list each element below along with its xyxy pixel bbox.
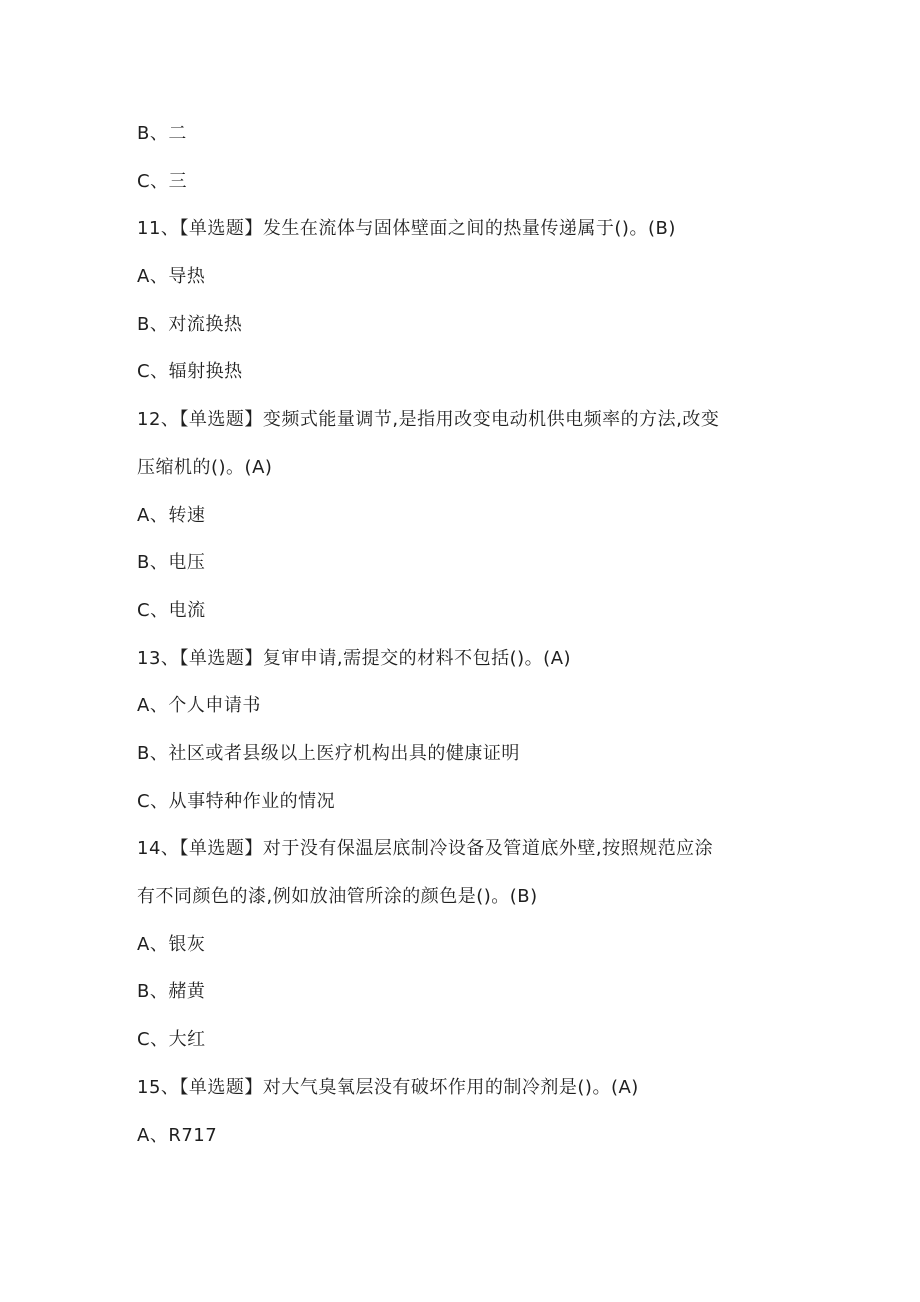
option-c-q12: C、电流 [137,600,206,621]
question-14: 14、【单选题】对于没有保温层底制冷设备及管道底外壁,按照规范应涂 [137,838,714,859]
question-12: 12、【单选题】变频式能量调节,是指用改变电动机供电频率的方法,改变 [137,409,720,430]
option-b-q13: B、社区或者县级以上医疗机构出具的健康证明 [137,743,520,764]
option-a-q11: A、导热 [137,266,206,287]
option-c-q14: C、大红 [137,1029,206,1050]
option-a-q13: A、个人申请书 [137,695,261,716]
option-c-q10: C、三 [137,171,188,192]
option-c-q11: C、辐射换热 [137,361,243,382]
option-c-q13: C、从事特种作业的情况 [137,791,336,812]
option-b-q11: B、对流换热 [137,314,243,335]
question-13: 13、【单选题】复审申请,需提交的材料不包括()。(A) [137,648,572,669]
option-b-q12: B、电压 [137,552,206,573]
option-a-q14: A、银灰 [137,934,206,955]
question-14-continued: 有不同颜色的漆,例如放油管所涂的颜色是()。(B) [137,886,538,907]
question-15: 15、【单选题】对大气臭氧层没有破坏作用的制冷剂是()。(A) [137,1077,639,1098]
question-12-continued: 压缩机的()。(A) [137,457,273,478]
option-a-q12: A、转速 [137,505,206,526]
option-b-q10: B、二 [137,123,187,144]
option-b-q14: B、赭黄 [137,981,206,1002]
option-a-q15: A、R717 [137,1125,218,1146]
question-11: 11、【单选题】发生在流体与固体壁面之间的热量传递属于()。(B) [137,218,676,239]
